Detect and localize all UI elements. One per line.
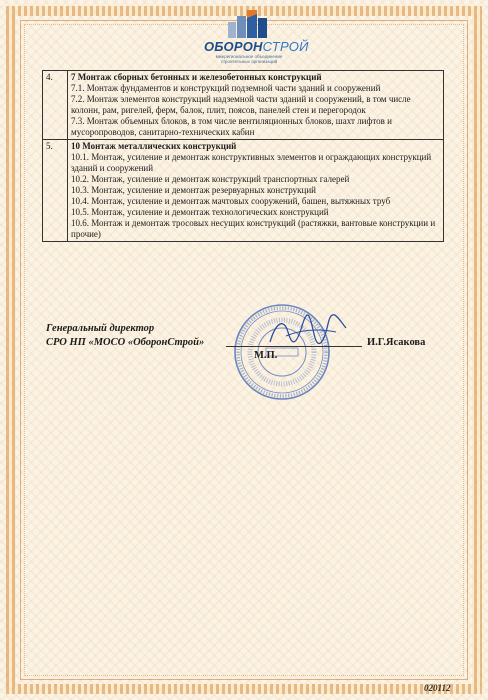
table-row [43, 71, 444, 140]
seal-label: М.П. [254, 350, 278, 361]
list-item: 7.1. Монтаж фундаментов и конструкций подземной части зданий и сооружений [71, 83, 381, 93]
logo-subline-1: межрегиональное объединение [215, 54, 283, 59]
oboronstroy-logo [204, 8, 309, 66]
building-logo-icon [226, 8, 272, 38]
list-item: 7.3. Монтаж объемных блоков, в том числе вентиляционных блоков, шахт лифтов и мусоропроводов, санитарно-технических кабин [71, 116, 392, 137]
section-title: 7 Монтаж сборных бетонных и железобетонных конструкций [71, 72, 322, 82]
list-item: 7.2. Монтаж элементов конструкций надземной части зданий и сооружений, в том числе колонн, рам, ригелей, ферм, балок, плит, поясов, панелей стен и перегородок [71, 94, 411, 115]
table-row [43, 140, 444, 242]
logo-brand-part2: СТРОЙ [262, 39, 309, 54]
list-item: 10.4. Монтаж, усиление и демонтаж мачтовых сооружений, башен, вытяжных труб [71, 196, 391, 206]
works-table [42, 70, 444, 242]
serial-number: 020112 [424, 683, 451, 693]
list-item: 10.6. Монтаж и демонтаж тросовых несущих конструкций (растяжки, вантовые конструкции и прочие) [71, 218, 436, 239]
signature-line [226, 346, 362, 347]
signatory-name: И.Г.Ясакова [367, 337, 426, 348]
list-item: 10.5. Монтаж, усиление и демонтаж технологических конструкций [71, 207, 329, 217]
row-content [68, 71, 444, 140]
list-item: 10.3. Монтаж, усиление и демонтаж резервуарных конструкций [71, 185, 316, 195]
row-number: 4. [43, 71, 68, 140]
list-item: 10.2. Монтаж, усиление и демонтаж конструкций транспортных галерей [71, 174, 350, 184]
row-content [68, 140, 444, 242]
section-title: 10 Монтаж металлических конструкций [71, 141, 237, 151]
row-number: 5. [43, 140, 68, 242]
position-title: Генеральный директор [46, 323, 155, 334]
logo-subline-2: строительных организаций [220, 59, 278, 64]
list-item: 10.1. Монтаж, усиление и демонтаж конструктивных элементов и ограждающих конструкций зданий и сооружений [71, 152, 432, 173]
organization-name: СРО НП «МОСО «ОборонСтрой» [46, 337, 205, 348]
logo-brand-part1: ОБОРОН [204, 39, 263, 54]
